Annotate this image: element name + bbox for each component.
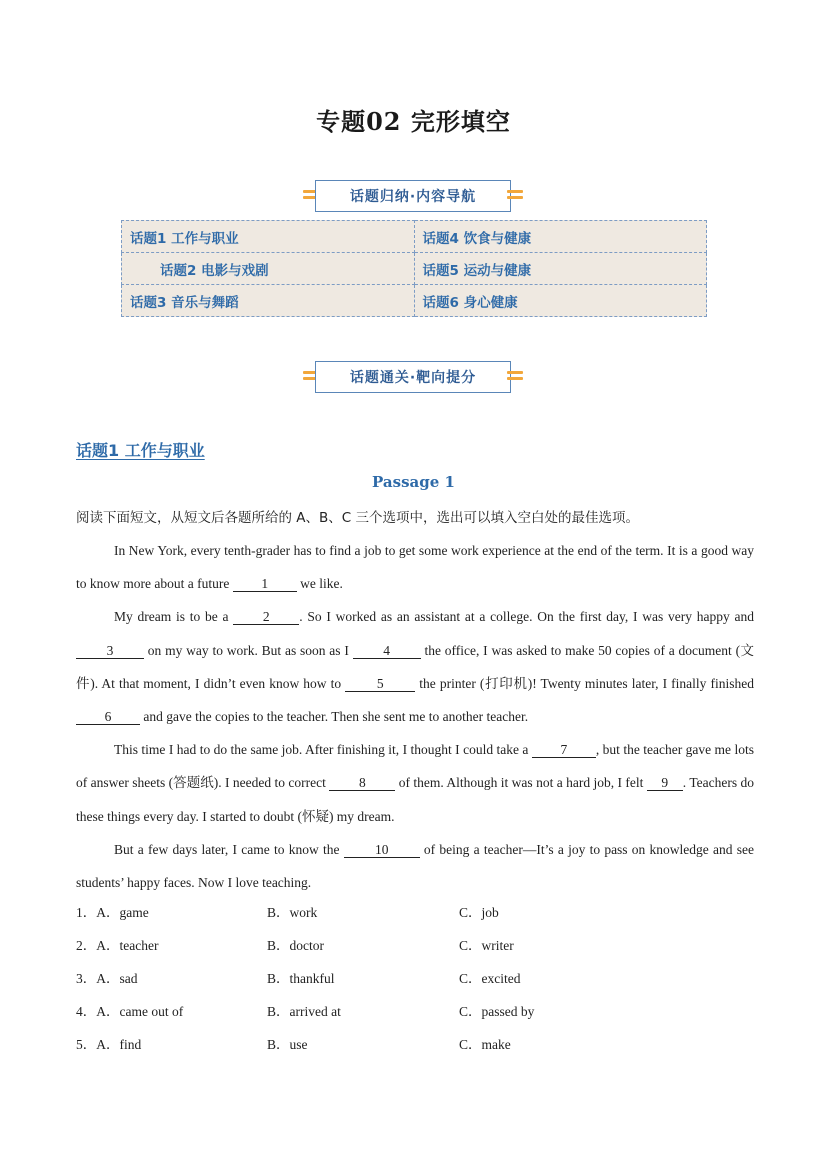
option-b[interactable]: B．work [267,905,318,920]
topic-link-5[interactable]: 话题5 运动与健康 [414,253,707,285]
option-a[interactable]: 4．A．came out of [76,1004,184,1019]
blank-1: 1 [233,577,297,592]
option-c[interactable]: C．make [459,1037,511,1052]
paragraph-2: My dream is to be a 2 . So I worked as an assistant at a college. On the first day, I was very happy and 3 on my way to work. But as soon as I 4 the office, I was asked to make 50 copies of a document (文件). At that moment, I didn’t even know how to 5 the printer (打印机)! Twenty minutes later, I finally finished 6 and gave the copies to the teacher. Then she sent me to another teacher. [76,609,754,725]
instruction-text: 阅读下面短文，从短文后各题所给的 A、B、C 三个选项中，选出可以填入空白处的最佳选项。 [76,510,640,526]
option-c[interactable]: C．excited [459,971,521,986]
option-c[interactable]: C．passed by [459,1004,535,1019]
topic-link-2[interactable]: 话题2 电影与戏剧 [122,253,415,285]
passage-title: Passage 1 [372,473,455,491]
table-row [122,285,707,317]
blank-8: 8 [329,776,395,791]
section-banner-practice [303,361,523,395]
option-c[interactable]: C．writer [459,938,514,953]
answer-options [76,899,754,1064]
option-c[interactable]: C．job [459,905,499,920]
option-a[interactable]: 1．A．game [76,905,149,920]
banner-label: 话题通关·靶向提分 [315,361,511,393]
question-options-2 [76,932,754,965]
option-b[interactable]: B．use [267,1037,308,1052]
paragraph-3: This time I had to do the same job. After finishing it, I thought I could take a 7 , but the teacher gave me lots of answer sheets (答题纸). I needed to correct 8 of them. Although it was not a hard job, I felt 9 . Teachers do these things every day. I started to doubt (怀疑) my dream. [76,742,754,824]
option-a[interactable]: 5．A．find [76,1037,142,1052]
section-banner-navigation [303,180,523,214]
paragraph-1: In New York, every tenth-grader has to find a job to get some work experience at the end of the term. It is a good way to know more about a future 1 we like. [76,543,754,592]
topic-table [121,220,707,317]
topic-link-3[interactable]: 话题3 音乐与舞蹈 [122,285,415,317]
question-options-5 [76,1031,754,1064]
option-b[interactable]: B．doctor [267,938,324,953]
topic-link-4[interactable]: 话题4 饮食与健康 [414,221,707,253]
question-options-3 [76,965,754,998]
option-b[interactable]: B．thankful [267,971,335,986]
option-a[interactable]: 3．A．sad [76,971,138,986]
table-row [122,221,707,253]
blank-6: 6 [76,710,140,725]
blank-3: 3 [76,644,144,659]
topic-link-6[interactable]: 话题6 身心健康 [414,285,707,317]
question-options-4 [76,998,754,1031]
paragraph-4: But a few days later, I came to know the 10 of being a teacher—It’s a joy to pass on knowledge and see students’ happy faces. Now I love teaching. [76,841,754,891]
option-b[interactable]: B．arrived at [267,1004,341,1019]
blank-4: 4 [353,644,421,659]
banner-label: 话题归纳·内容导航 [315,180,511,212]
passage-body [76,534,754,899]
blank-2: 2 [233,610,299,625]
blank-10: 10 [344,843,420,858]
table-row [122,253,707,285]
blank-5: 5 [345,677,415,692]
blank-7: 7 [532,743,596,758]
page-title: 专题02 完形填空 [316,107,511,136]
option-a[interactable]: 2．A．teacher [76,938,159,953]
equals-decoration-icon [507,190,523,202]
topic-link-1[interactable]: 话题1 工作与职业 [122,221,415,253]
equals-decoration-icon [507,371,523,383]
blank-9: 9 [647,776,683,791]
topic-1-heading: 话题1 工作与职业 [76,441,205,460]
question-options-1 [76,899,754,932]
